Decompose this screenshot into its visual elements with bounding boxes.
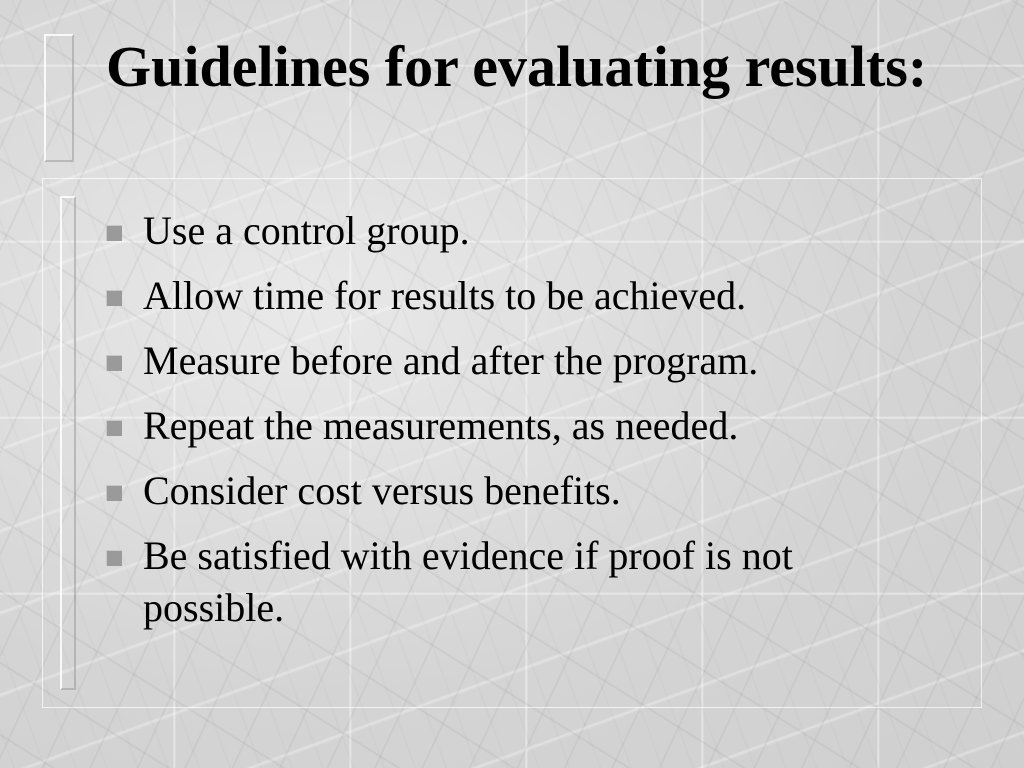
list-item [106, 270, 926, 322]
slide-title: Guidelines for evaluating results: [106, 34, 928, 99]
square-bullet-icon [106, 550, 122, 566]
bullet-text: Repeat the measurements, as needed. [143, 403, 739, 448]
square-bullet-icon [106, 290, 122, 306]
bullet-list [106, 205, 926, 647]
list-item [106, 530, 926, 634]
list-item [106, 335, 926, 387]
bullet-text: Measure before and after the program. [143, 338, 759, 383]
bullet-text: Allow time for results to be achieved. [143, 273, 747, 318]
square-bullet-icon [106, 225, 122, 241]
bullet-text: Use a control group. [143, 208, 470, 253]
bullet-text: Be satisfied with evidence if proof is not possible. [143, 533, 793, 630]
square-bullet-icon [106, 485, 122, 501]
list-item [106, 205, 926, 257]
list-item [106, 400, 926, 452]
title-accent-bar [44, 34, 74, 162]
bullet-text: Consider cost versus benefits. [143, 468, 621, 513]
list-item [106, 465, 926, 517]
square-bullet-icon [106, 355, 122, 371]
body-accent-bar [60, 196, 76, 690]
square-bullet-icon [106, 420, 122, 436]
